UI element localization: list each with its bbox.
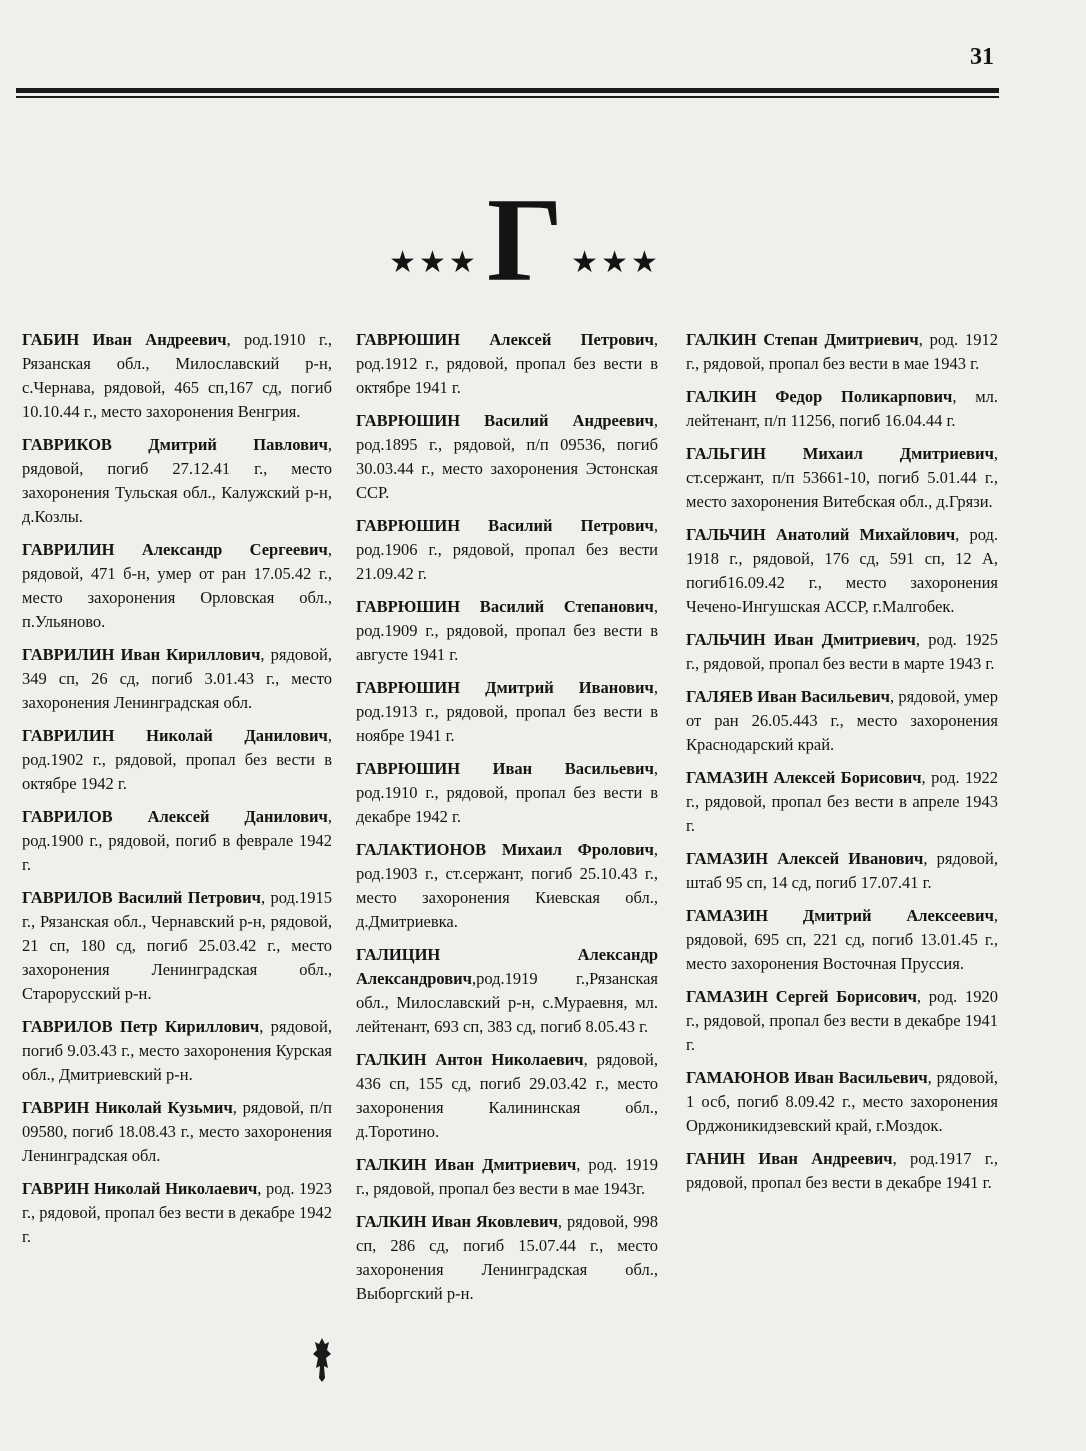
entry [686, 985, 998, 1057]
entry-name: ГАВРИЛИН Николай Данилович [22, 726, 328, 745]
entry-details: , рядовой, погиб 27.12.41 г., место захоронения Тульская обл., Калужский р-н, д.Козлы. [22, 435, 332, 526]
entry [356, 1210, 658, 1306]
entry [356, 943, 658, 1039]
entry [686, 1066, 998, 1138]
entry-name: ГАМАЗИН Дмитрий Алексеевич [686, 906, 994, 925]
entry-details: , род.1912 г., рядовой, пропал без вести в октябре 1941 г. [356, 330, 658, 397]
entry-name: ГАВРИЛОВ Василий Петрович [22, 888, 261, 907]
entry-details: , род. 1912 г., рядовой, пропал без вести в мае 1943 г. [686, 330, 998, 373]
entry [356, 1048, 658, 1144]
entry-details: , род.1895 г., рядовой, п/п 09536, погиб 30.03.44 г., место захоронения Эстонская ССР. [356, 411, 658, 502]
entry-name: ГАВРИКОВ Дмитрий Павлович [22, 435, 328, 454]
entry [686, 328, 998, 376]
entry-details: , рядовой, 471 б-н, умер от ран 17.05.42 г., место захоронения Орловская обл., п.Ульяново. [22, 540, 332, 631]
entry [22, 1096, 332, 1168]
entry [356, 1153, 658, 1201]
entry-name: ГАНИН Иван Андреевич [686, 1149, 893, 1168]
entry-details: , род.1900 г., рядовой, погиб в феврале 1942 г. [22, 807, 332, 874]
entry-name: ГАЛКИН Федор Поликарпович [686, 387, 953, 406]
entry-name: ГАВРЮШИН Алексей Петрович [356, 330, 654, 349]
entry-details: , рядовой, погиб 9.03.43 г., место захоронения Курская обл., Дмитриевский р-н. [22, 1017, 332, 1084]
entry-name: ГАВРИЛОВ Алексей Данилович [22, 807, 328, 826]
stars-left: ★★★ [389, 245, 479, 280]
entry [22, 643, 332, 715]
entry-name: ГАЛЬЧИН Иван Дмитриевич [686, 630, 916, 649]
entry-name: ГАЛЬГИН Михаил Дмитриевич [686, 444, 994, 463]
entry-name: ГАВРИН Николай Николаевич [22, 1179, 258, 1198]
entry-details: , род. 1920 г., рядовой, пропал без вести в декабре 1941 г. [686, 987, 998, 1054]
entry [356, 409, 658, 505]
entry [356, 328, 658, 400]
entry [22, 538, 332, 634]
entry-name: ГАЛАКТИОНОВ Михаил Фролович [356, 840, 654, 859]
entry-details: , род.1902 г., рядовой, пропал без вести в октябре 1942 г. [22, 726, 332, 793]
entry [686, 523, 998, 619]
entry-name: ГАМАЗИН Алексей Борисович [686, 768, 922, 787]
entry-details: , рядовой, п/п 09580, погиб 18.08.43 г., место захоронения Ленинградская обл. [22, 1098, 332, 1165]
entry-details: , род.1915 г., Рязанская обл., Чернавский р-н, рядовой, 21 сп, 180 сд, погиб 25.03.42 г., место захоронения Ленинградская обл., Старорусский р-н. [22, 888, 333, 1003]
entry [22, 1015, 332, 1087]
section-heading [380, 173, 670, 306]
entry-name: ГАЛКИН Иван Дмитриевич [356, 1155, 577, 1174]
entry-name: ГАМАЗИН Алексей Иванович [686, 849, 924, 868]
entry [356, 514, 658, 586]
entry-name: ГАМАЗИН Сергей Борисович [686, 987, 917, 1006]
entry [356, 838, 658, 934]
entry [22, 886, 332, 1006]
entry-name: ГАМАЮНОВ Иван Васильевич [686, 1068, 928, 1087]
entry-details: , рядовой, умер от ран 26.05.443 г., место захоронения Краснодарский край. [686, 687, 998, 754]
entry-details: , рядовой, 436 сп, 155 сд, погиб 29.03.42 г., место захоронения Калининская обл., д.Торотино. [356, 1050, 658, 1141]
entry-name: ГАЛЬЧИН Анатолий Михайлович [686, 525, 956, 544]
entry [22, 724, 332, 796]
entry [686, 766, 998, 838]
entry [686, 628, 998, 676]
entry-name: ГАВРИЛИН Иван Кириллович [22, 645, 261, 664]
entry-details: ,род.1919 г.,Рязанская обл., Милославский р-н, с.Мураевня, мл. лейтенант, 693 сп, 383 сд, погиб 8.05.43 г. [356, 969, 658, 1036]
entry-details: , рядовой, штаб 95 сп, 14 сд, погиб 17.07.41 г. [686, 849, 998, 892]
entry-details: , род. 1922 г., рядовой, пропал без вести в апреле 1943 г. [686, 768, 999, 835]
entry [22, 805, 332, 877]
entry-details: , рядовой, 349 сп, 26 сд, погиб 3.01.43 г., место захоронения Ленинградская обл. [22, 645, 333, 712]
header-rule-thin [16, 96, 999, 98]
entry-details: , род.1909 г., рядовой, пропал без вести в августе 1941 г. [356, 597, 658, 664]
entry-details: , род.1913 г., рядовой, пропал без вести в ноябре 1941 г. [356, 678, 658, 745]
entry-details: , род.1906 г., рядовой, пропал без вести 21.09.42 г. [356, 516, 658, 583]
ornament-icon [311, 1336, 333, 1384]
entry [22, 1177, 332, 1249]
entry [686, 904, 998, 976]
entry-name: ГАВРИЛОВ Петр Кириллович [22, 1017, 260, 1036]
column-3 [686, 328, 998, 1204]
column-2 [356, 328, 658, 1315]
entry-details: , рядовой, 998 сп, 286 сд, погиб 15.07.44 г., место захоронения Ленинградская обл., Выборгский р-н. [356, 1212, 658, 1303]
entry-details: , род.1910 г., Рязанская обл., Милославский р-н, с.Чернава, рядовой, 465 сп,167 сд, погиб 10.10.44 г., место захоронения Венгрия. [22, 330, 332, 421]
entry-name: ГАВРЮШИН Дмитрий Иванович [356, 678, 654, 697]
entry-details: , род.1917 г., рядовой, пропал без вести в декабре 1941 г. [686, 1149, 999, 1192]
stars-right: ★★★ [571, 245, 661, 280]
entry-name: ГАБИН Иван Андреевич [22, 330, 227, 349]
entry-details: , рядовой, 695 сп, 221 сд, погиб 13.01.45 г., место захоронения Восточная Пруссия. [686, 906, 998, 973]
entry [686, 685, 998, 757]
entry-name: ГАЛЯЕВ Иван Васильевич [686, 687, 890, 706]
header-rule-thick [16, 88, 999, 93]
entry-name: ГАЛКИН Антон Николаевич [356, 1050, 584, 1069]
entry-name: ГАВРИЛИН Александр Сергеевич [22, 540, 328, 559]
section-letter: Г [486, 173, 564, 306]
entry-name: ГАЛИЦИН Александр Александрович [356, 945, 658, 988]
entry-name: ГАВРЮШИН Василий Степанович [356, 597, 654, 616]
entry-details: , род.1910 г., рядовой, пропал без вести в декабре 1942 г. [356, 759, 658, 826]
entry-name: ГАВРЮШИН Иван Васильевич [356, 759, 654, 778]
entry-name: ГАВРИН Николай Кузьмич [22, 1098, 233, 1117]
entry-details: , род.1903 г., ст.сержант, погиб 25.10.43 г., место захоронения Киевская обл., д.Дмитриевка. [356, 840, 658, 931]
column-1 [22, 328, 332, 1258]
entry-details: , род. 1919 г., рядовой, пропал без вести в мае 1943г. [356, 1155, 658, 1198]
page-number: 31 [970, 44, 994, 70]
entry-details: , рядовой, 1 осб, погиб 8.09.42 г., место захоронения Орджоникидзевский край, г.Моздок. [686, 1068, 998, 1135]
entry [686, 442, 998, 514]
entry-name: ГАВРЮШИН Василий Андреевич [356, 411, 654, 430]
entry [356, 676, 658, 748]
entry-details: , род. 1925 г., рядовой, пропал без вести в марте 1943 г. [686, 630, 998, 673]
entry [686, 847, 998, 895]
entry-details: , род. 1923 г., рядовой, пропал без вести в декабре 1942 г. [22, 1179, 332, 1246]
entry [686, 1147, 998, 1195]
entry [22, 433, 332, 529]
entry [356, 595, 658, 667]
entry-details: , ст.сержант, п/п 53661-10, погиб 5.01.44 г., место захоронения Витебская обл., д.Грязи. [686, 444, 998, 511]
entry-details: , мл. лейтенант, п/п 11256, погиб 16.04.44 г. [686, 387, 998, 430]
entry-details: , род. 1918 г., рядовой, 176 сд, 591 сп, 12 А, погиб16.09.42 г., место захоронения Чечено-Ингушская АССР, г.Малгобек. [686, 525, 998, 616]
entry [686, 385, 998, 433]
entry-name: ГАЛКИН Иван Яковлевич [356, 1212, 558, 1231]
entry [22, 328, 332, 424]
entry-name: ГАЛКИН Степан Дмитриевич [686, 330, 919, 349]
entry [356, 757, 658, 829]
entry-name: ГАВРЮШИН Василий Петрович [356, 516, 654, 535]
